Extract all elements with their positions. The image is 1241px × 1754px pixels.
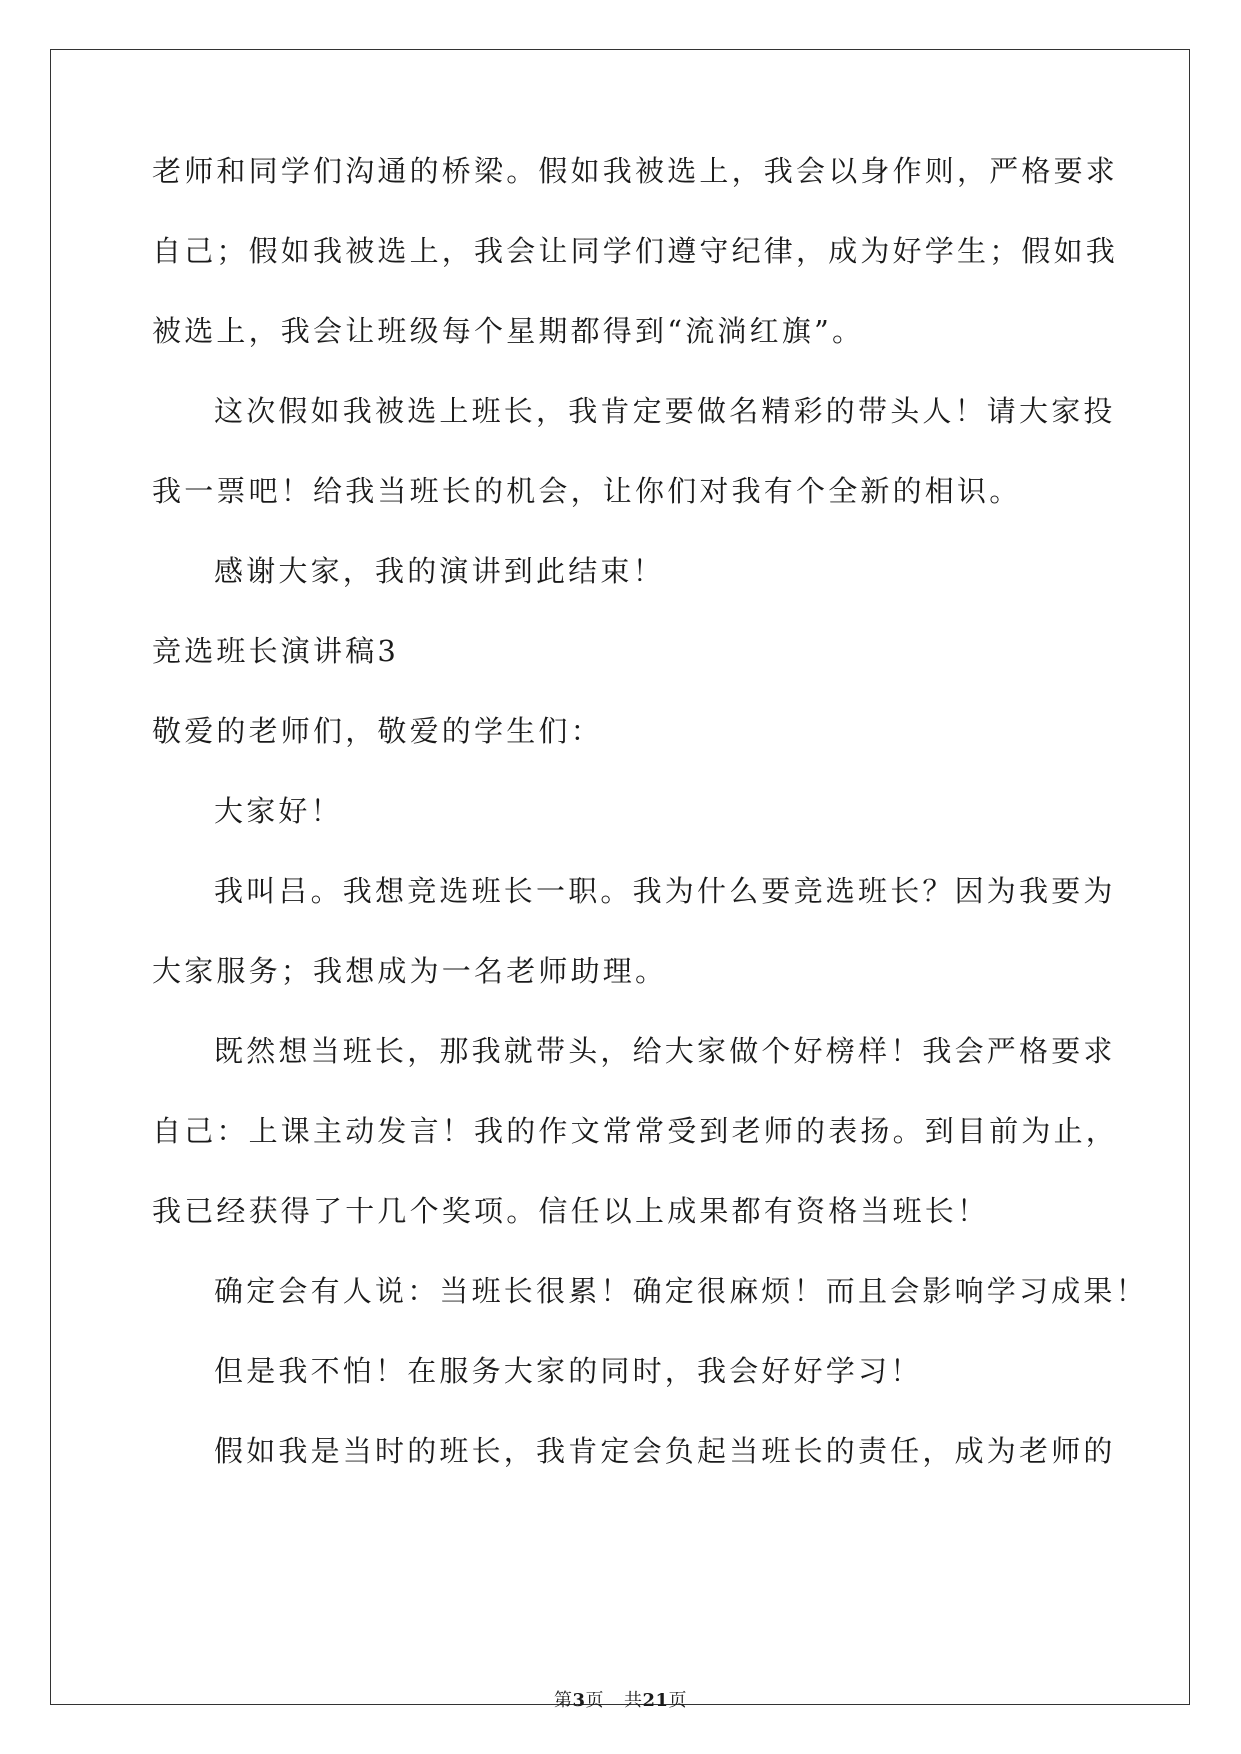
text-line: 既然想当班长，那我就带头，给大家做个好榜样！我会严格要求 bbox=[214, 1034, 1116, 1068]
text-line: 假如我是当时的班长，我肯定会负起当班长的责任，成为老师的 bbox=[214, 1434, 1116, 1468]
text-line: 我一票吧！给我当班长的机会，让你们对我有个全新的相识。 bbox=[152, 474, 1022, 508]
text-line: 我已经获得了十几个奖项。信任以上成果都有资格当班长！ bbox=[152, 1194, 990, 1228]
text-line: 我叫吕。我想竞选班长一职。我为什么要竞选班长？因为我要为 bbox=[214, 874, 1116, 908]
page-number: 3 bbox=[572, 1690, 586, 1711]
text-line: 自己；假如我被选上，我会让同学们遵守纪律，成为好学生；假如我 bbox=[152, 234, 1119, 268]
text-line: 老师和同学们沟通的桥梁。假如我被选上，我会以身作则，严格要求 bbox=[152, 154, 1119, 188]
page-footer bbox=[0, 1686, 1241, 1712]
footer-total-suffix: 页 bbox=[668, 1690, 688, 1711]
text-line: 大家好！ bbox=[214, 794, 343, 828]
footer-total-prefix: 共 bbox=[623, 1690, 643, 1711]
section-title: 竞选班长演讲稿3 bbox=[152, 634, 400, 668]
text-line: 感谢大家，我的演讲到此结束！ bbox=[214, 554, 665, 588]
text-line: 被选上，我会让班级每个星期都得到“流淌红旗”。 bbox=[152, 314, 865, 348]
text-line: 确定会有人说：当班长很累！确定很麻烦！而且会影响学习成果！ bbox=[214, 1274, 1148, 1308]
total-pages: 21 bbox=[642, 1690, 669, 1711]
text-line: 但是我不怕！在服务大家的同时，我会好好学习！ bbox=[214, 1354, 923, 1388]
text-line: 大家服务；我想成为一名老师助理。 bbox=[152, 954, 668, 988]
footer-page-suffix: 页 bbox=[585, 1690, 604, 1711]
salutation: 敬爱的老师们，敬爱的学生们： bbox=[152, 714, 603, 748]
text-line: 自己：上课主动发言！我的作文常常受到老师的表扬。到目前为止， bbox=[152, 1114, 1119, 1148]
footer-prefix: 第 bbox=[553, 1690, 573, 1711]
text-line: 这次假如我被选上班长，我肯定要做名精彩的带头人！请大家投 bbox=[214, 394, 1116, 428]
